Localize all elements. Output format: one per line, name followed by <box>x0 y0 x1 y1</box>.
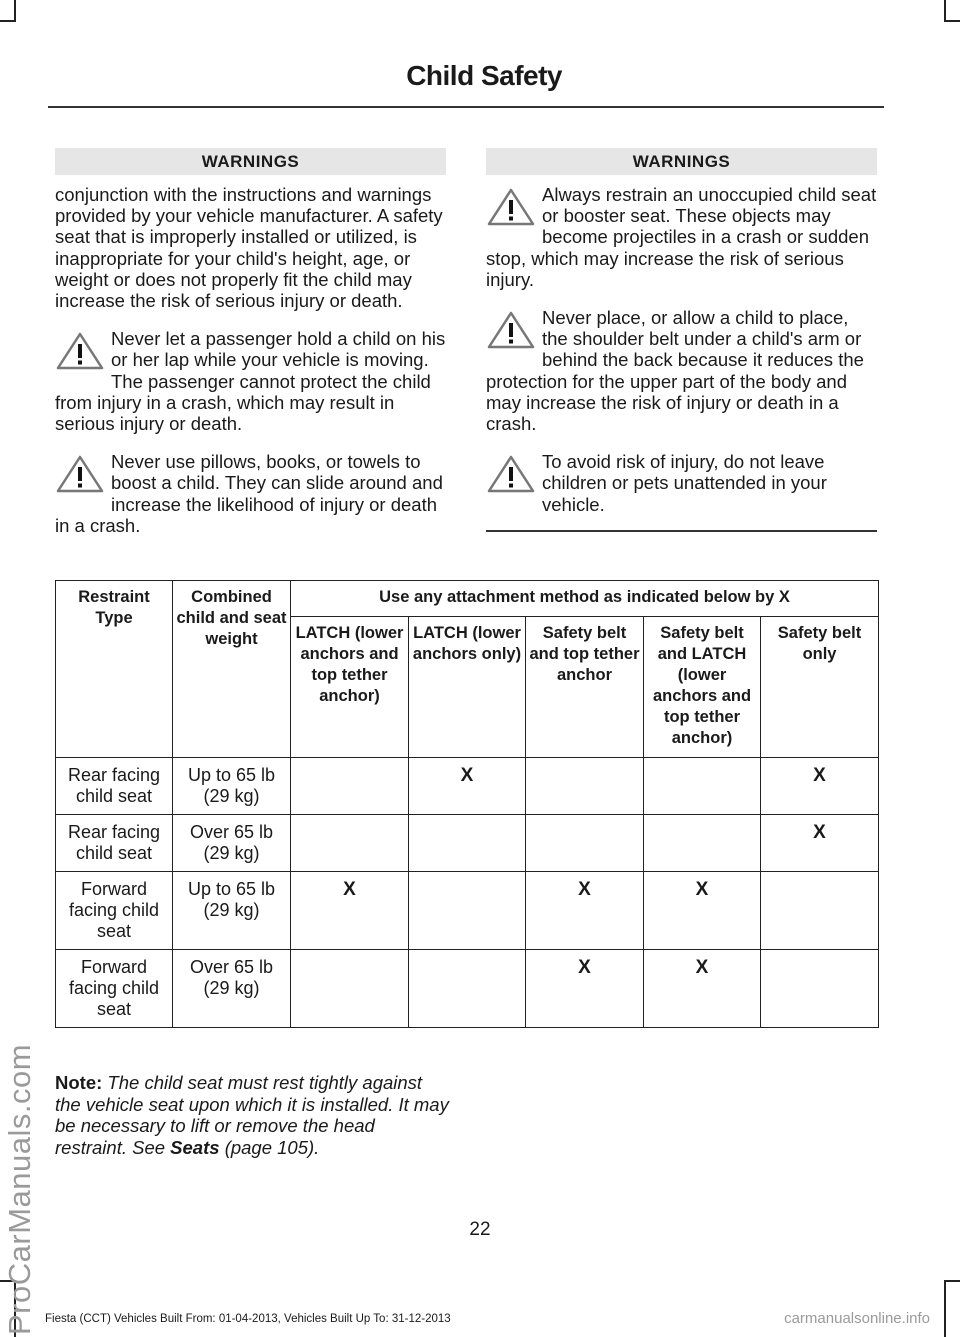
warning-item <box>486 184 877 290</box>
cell-weight: Up to 65 lb (29 kg) <box>173 758 291 815</box>
cell-mark: X <box>526 950 644 1028</box>
cell-mark <box>409 872 526 950</box>
note-page-reference: (page 105). <box>224 1136 320 1158</box>
cell-mark <box>761 950 879 1028</box>
table-row <box>56 950 879 1028</box>
header-rule <box>48 106 884 108</box>
crop-mark <box>944 1280 960 1282</box>
cell-mark: X <box>291 872 409 950</box>
warning-item <box>55 451 446 536</box>
seats-reference-link[interactable]: Seats <box>170 1136 220 1158</box>
cell-mark <box>644 815 761 872</box>
crop-mark <box>944 1280 946 1337</box>
warning-triangle-icon <box>55 331 105 371</box>
cell-restraint-type: Forward facing child seat <box>56 872 173 950</box>
crop-mark <box>944 20 960 22</box>
header-method: Safety belt only <box>761 617 879 758</box>
page-title: Child Safety <box>406 60 562 91</box>
warning-continuation: conjunction with the instructions and warnings provided by your vehicle manufacturer. A safety seat that is improperly installed or utilized, is inappropriate for your child's height, age, or weight or does not properly fit the child may increase the risk of serious injury or death. <box>55 184 443 312</box>
warning-triangle-icon <box>486 310 536 350</box>
cell-mark: X <box>644 950 761 1028</box>
header-attachment-group: Use any attachment method as indicated below by X <box>291 581 879 617</box>
cell-mark: X <box>761 758 879 815</box>
attachment-method-table <box>55 580 879 1028</box>
cell-mark <box>526 815 644 872</box>
table-row <box>56 872 879 950</box>
warning-text: Never place, or allow a child to place, the shoulder belt under a child's arm or behind the back because it reduces the protection for the upper part of the body and may increase the risk of injury or death in a crash. <box>486 307 864 435</box>
source-url: carmanualsonline.info <box>784 1310 930 1327</box>
warnings-end-rule <box>486 530 877 532</box>
header-weight: Combined child and seat weight <box>173 581 291 758</box>
cell-restraint-type: Forward facing child seat <box>56 950 173 1028</box>
cell-mark <box>291 950 409 1028</box>
warning-item <box>486 451 877 515</box>
cell-mark <box>291 758 409 815</box>
watermark: ProCarManuals.com <box>2 1043 37 1335</box>
cell-mark <box>644 758 761 815</box>
cell-restraint-type: Rear facing child seat <box>56 758 173 815</box>
cell-mark: X <box>409 758 526 815</box>
cell-weight: Over 65 lb (29 kg) <box>173 815 291 872</box>
footer-vehicle-info: Fiesta (CCT) Vehicles Built From: 01-04-2013, Vehicles Built Up To: 31-12-2013 <box>45 1313 451 1325</box>
header-method: Safety belt and top tether anchor <box>526 617 644 758</box>
crop-mark <box>14 0 16 22</box>
crop-mark <box>0 20 16 22</box>
warning-text: Never use pillows, books, or towels to boost a child. They can slide around and increase the likelihood of injury or death in a crash. <box>55 451 443 536</box>
header-method: Safety belt and LATCH (lower anchors and top tether anchor) <box>644 617 761 758</box>
cell-mark: X <box>526 872 644 950</box>
cell-mark <box>761 872 879 950</box>
cell-mark <box>526 758 644 815</box>
page-number: 22 <box>469 1219 491 1240</box>
warning-text: Always restrain an unoccupied child seat or booster seat. These objects may become projectiles in a crash or sudden stop, which may increase the risk of serious injury. <box>486 184 877 290</box>
note-text: The child seat must rest tightly against the vehicle seat upon which it is installed. It may be necessary to lift or remove the head restraint. See <box>55 1072 449 1158</box>
table-row <box>56 758 879 815</box>
cell-mark <box>291 815 409 872</box>
warnings-heading: WARNINGS <box>486 148 877 175</box>
cell-mark <box>409 815 526 872</box>
cell-mark: X <box>761 815 879 872</box>
warning-triangle-icon <box>55 454 105 494</box>
cell-restraint-type: Rear facing child seat <box>56 815 173 872</box>
right-column <box>486 148 877 532</box>
header-method: LATCH (lower anchors only) <box>409 617 526 758</box>
warning-item <box>486 307 877 434</box>
table-row <box>56 815 879 872</box>
cell-mark <box>409 950 526 1028</box>
warning-text: Never let a passenger hold a child on his or her lap while your vehicle is moving. The passenger cannot protect the child from injury in a crash, which may result in serious injury or death. <box>55 328 446 435</box>
note-label: Note: <box>55 1072 103 1093</box>
warning-text: To avoid risk of injury, do not leave children or pets unattended in your vehicle. <box>542 451 827 515</box>
crop-mark <box>944 0 946 22</box>
cell-mark: X <box>644 872 761 950</box>
warning-triangle-icon <box>486 187 536 227</box>
left-column <box>55 148 446 536</box>
warning-triangle-icon <box>486 454 536 494</box>
note-paragraph <box>55 1072 450 1158</box>
warnings-heading: WARNINGS <box>55 148 446 175</box>
header-method: LATCH (lower anchors and top tether anchor) <box>291 617 409 758</box>
cell-weight: Up to 65 lb (29 kg) <box>173 872 291 950</box>
cell-weight: Over 65 lb (29 kg) <box>173 950 291 1028</box>
header-restraint-type: Restraint Type <box>56 581 173 758</box>
warning-item <box>55 328 446 434</box>
